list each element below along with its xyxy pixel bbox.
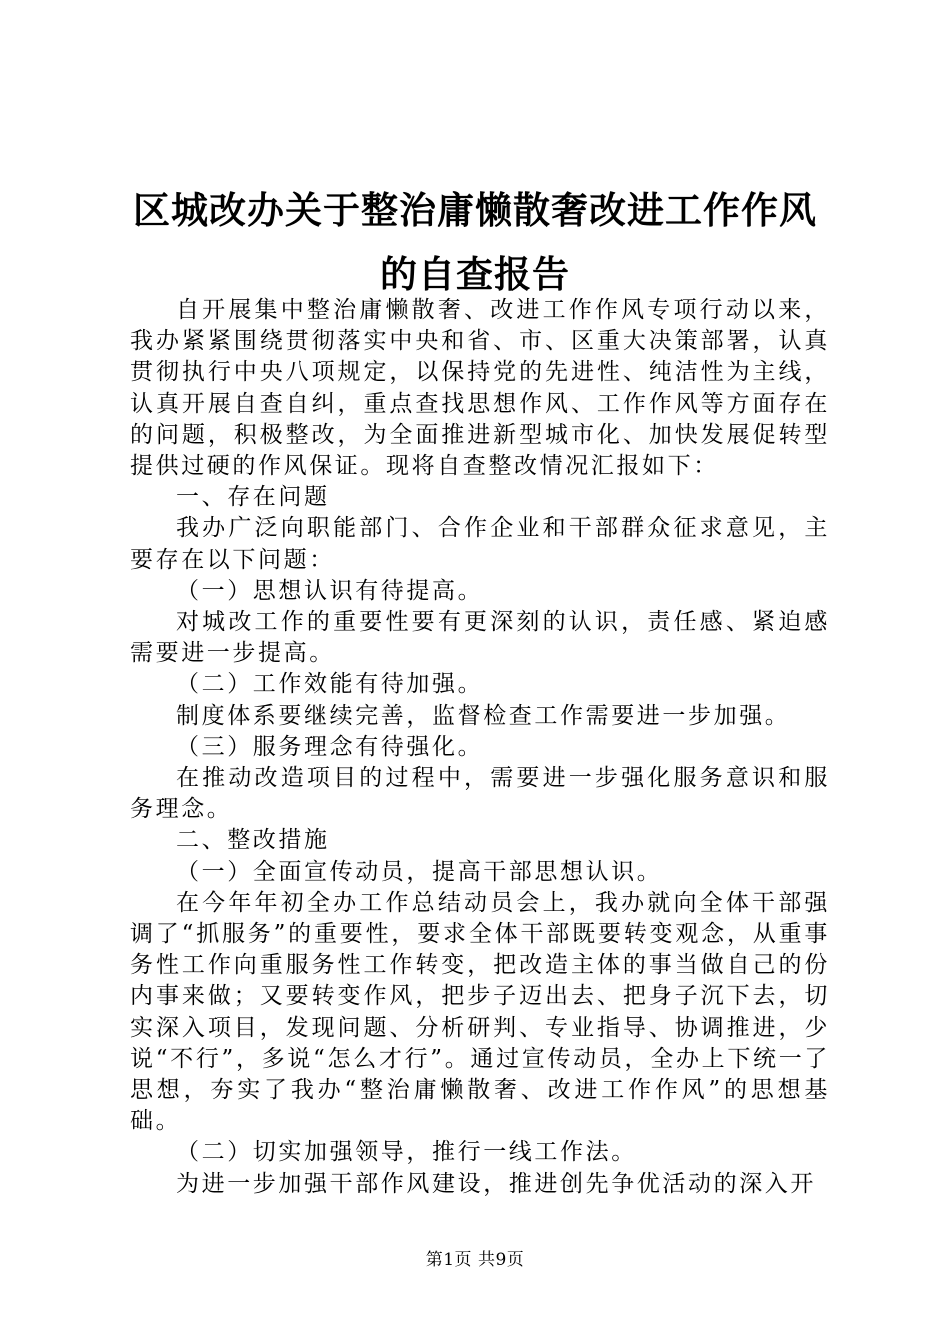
paragraph: 自开展集中整治庸懒散奢、改进工作作风专项行动以来，我办紧紧围绕贯彻落实中央和省、市、区重大决策部署，认真贯彻执行中央八项规定，以保持党的先进性、纯洁性为主线，认真开展自查自纠，重点查找思想作风、工作作风等方面存在的问题，积极整改，为全面推进新型城市化、加快发展促转型提供过硬的作风保证。现将自查整改情况汇报如下： (130, 297, 830, 480)
subsection-heading: （一）全面宣传动员，提高干部思想认识。 (176, 858, 663, 885)
subsection-heading: （三）服务理念有待强化。 (176, 733, 484, 760)
document-title: 区城改办关于整治庸懒散奢改进工作作风的自查报告 (133, 188, 817, 296)
subsection-heading: （一）思想认识有待提高。 (176, 577, 484, 604)
section-heading: 二、整改措施 (176, 827, 330, 854)
document-body (130, 295, 830, 1200)
subsection-heading: （二）切实加强领导，推行一线工作法。 (176, 1139, 637, 1166)
paragraph: 为进一步加强干部作风建设，推进创先争优活动的深入开 (176, 1170, 816, 1197)
section-heading: 一、存在问题 (176, 484, 330, 511)
paragraph: 在推动改造项目的过程中，需要进一步强化服务意识和服务理念。 (130, 765, 830, 823)
paragraph: 制度体系要继续完善，监督检查工作需要进一步加强。 (176, 702, 791, 729)
paragraph: 我办广泛向职能部门、合作企业和干部群众征求意见，主要存在以下问题： (130, 515, 830, 573)
paragraph: 对城改工作的重要性要有更深刻的认识，责任感、紧迫感需要进一步提高。 (130, 609, 830, 667)
page-number-footer: 第1页 共9页 (425, 1250, 525, 1270)
paragraph: 在今年年初全办工作总结动员会上，我办就向全体干部强调了“抓服务”的重要性，要求全体干部既要转变观念，从重事务性工作向重服务性工作转变，把改造主体的事当做自己的份内事来做；又要转变作风，把步子迈出去、把身子沉下去，切实深入项目，发现问题、分析研判、专业指导、协调推进，少说“不行”，多说“怎么才行”。通过宣传动员，全办上下统一了思想，夯实了我办“整治庸懒散奢、改进工作作风”的思想基础。 (130, 889, 830, 1135)
subsection-heading: （二）工作效能有待加强。 (176, 671, 484, 698)
